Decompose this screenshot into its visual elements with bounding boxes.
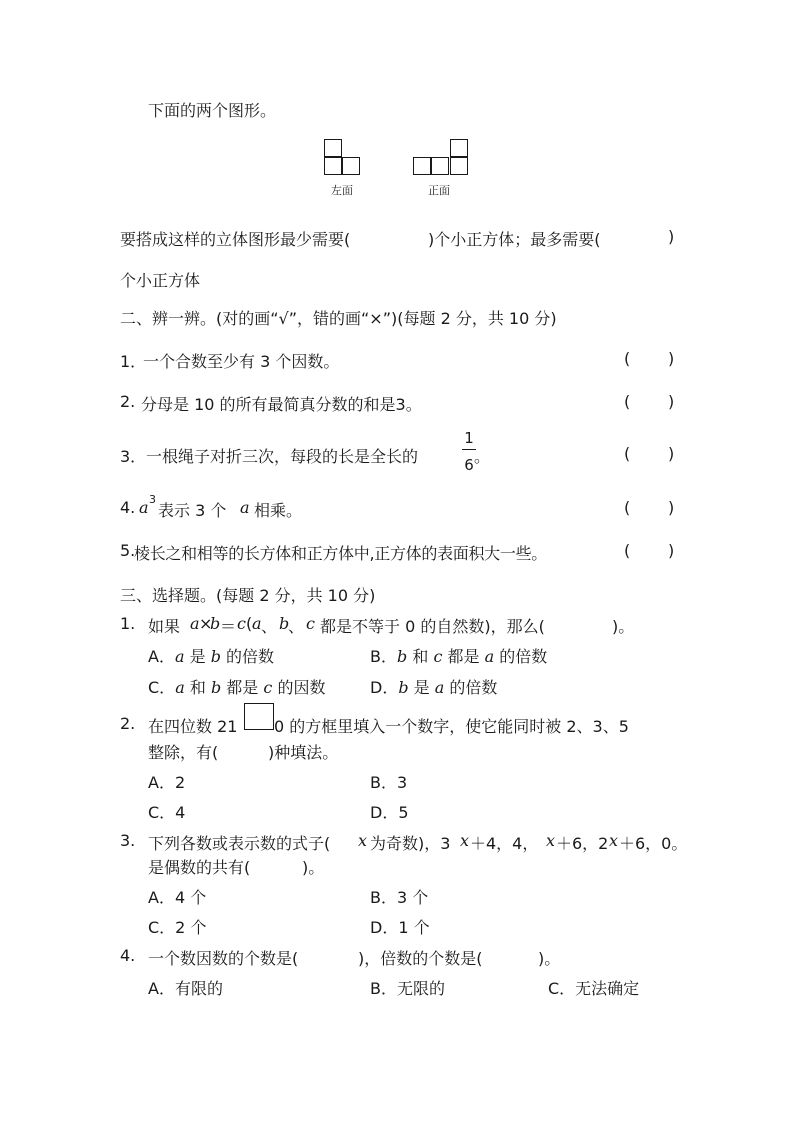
question-number: 2. <box>120 714 136 733</box>
question-stem: 在四位数 21 <box>148 717 238 736</box>
variable-x: x <box>460 831 470 850</box>
fraction-denominator: 6 <box>464 456 474 474</box>
variable-b: b <box>210 614 221 633</box>
question-stem-line2: )。 <box>302 858 325 877</box>
question-stem: )，倍数的个数是( <box>358 949 483 968</box>
fill-question-part2: )个小正方体；最多需要( <box>428 230 601 249</box>
question-stem: 如果 <box>148 617 181 636</box>
option-c[interactable]: C．2 个 <box>148 918 207 937</box>
cube <box>324 139 342 157</box>
variable: a <box>434 678 445 697</box>
digit-blank-box[interactable] <box>244 703 274 730</box>
separator: 、 <box>261 617 278 636</box>
variable: b <box>398 678 409 697</box>
option-c[interactable]: C．4 <box>148 803 186 822</box>
variable-a: a <box>240 498 250 517</box>
variable: b <box>210 647 221 666</box>
option-b[interactable]: B．无限的 <box>370 979 445 998</box>
variable: a <box>175 678 185 697</box>
variable: a <box>174 647 185 666</box>
variable-x: x <box>609 831 619 850</box>
cube <box>342 157 360 175</box>
variable-b: b <box>279 614 290 633</box>
question-stem: )。 <box>612 617 635 636</box>
answer-paren-close: ) <box>668 541 675 560</box>
item-number: 4. <box>120 498 136 517</box>
option-b[interactable] <box>370 644 547 667</box>
option-d[interactable]: D．5 <box>370 803 409 822</box>
option-a[interactable]: A．有限的 <box>148 979 223 998</box>
variable-x: x <box>546 831 556 850</box>
option-text: 的倍数 <box>449 678 498 697</box>
answer-paren-open[interactable]: ( <box>624 541 631 560</box>
cube <box>450 157 468 175</box>
answer-paren-close: ) <box>668 444 675 463</box>
question-stem: 为奇数)，3 <box>370 834 451 853</box>
variable-c: c <box>306 614 315 633</box>
option-text: 和 <box>412 647 429 666</box>
section3-title: 三、选择题。(每题 2 分，共 10 分) <box>120 586 376 605</box>
option-text: 的因数 <box>277 678 326 697</box>
item-text: 分母是 10 的所有最简真分数的和是3。 <box>141 395 422 414</box>
cube <box>413 157 431 175</box>
option-text: 都是 <box>226 678 259 697</box>
variable: b <box>396 647 408 666</box>
option-label: D． <box>370 678 399 697</box>
fill-question-part1: 要搭成这样的立体图形最少需要( <box>120 230 351 249</box>
answer-paren-close: ) <box>668 392 675 411</box>
equals-sign: ＝ <box>220 617 237 636</box>
cube <box>431 157 449 175</box>
option-a[interactable]: A．2 <box>148 773 186 792</box>
question-stem: 0 的方框里填入一个数字，使它能同时被 2、3、5 <box>274 717 629 736</box>
fill-question-line2: 个小正方体 <box>120 271 201 290</box>
item-number: 3． <box>120 447 147 466</box>
option-text: 是 <box>413 678 430 697</box>
question-stem-line2: 整除，有( <box>148 743 219 762</box>
option-b[interactable]: B．3 个 <box>370 888 429 907</box>
option-a[interactable]: A．4 个 <box>148 888 207 907</box>
variable-a: a <box>139 498 149 517</box>
left-view-label: 左面 <box>331 184 353 197</box>
question-stem: ＋6，2 <box>556 834 609 853</box>
item-text: 棱长之和相等的长方体和正方体中,正方体的表面积大一些。 <box>134 544 547 563</box>
section2-title: 二、辨一辨。(对的画“√”，错的画“×”)(每题 2 分，共 10 分) <box>120 309 557 328</box>
intro-text: 下面的两个图形。 <box>148 101 277 120</box>
item-text: 表示 3 个 <box>158 501 227 520</box>
option-text: 的倍数 <box>226 647 275 666</box>
variable: c <box>263 678 273 697</box>
answer-paren-close: ) <box>668 349 675 368</box>
option-a[interactable] <box>148 644 274 667</box>
item-number: 5. <box>120 541 136 560</box>
variable-x: x <box>358 831 368 850</box>
front-view-label: 正面 <box>428 184 450 197</box>
item-text: 相乘。 <box>254 501 303 520</box>
item-tail: 。 <box>474 447 491 466</box>
question-stem-line2: )种填法。 <box>268 743 339 762</box>
times-sign: × <box>199 614 213 633</box>
fraction-numerator: 1 <box>464 429 474 447</box>
variable: c <box>433 647 443 666</box>
answer-paren-open[interactable]: ( <box>624 498 631 517</box>
option-label: C． <box>148 678 176 697</box>
cube <box>324 157 342 175</box>
variable-c: c <box>237 614 246 633</box>
item-number: 1． <box>120 352 147 371</box>
item-number: 2. <box>120 392 136 411</box>
answer-paren-close: ) <box>668 498 675 517</box>
option-c[interactable] <box>148 675 325 698</box>
question-stem: )。 <box>538 949 561 968</box>
option-d[interactable] <box>370 675 497 698</box>
fill-question-part3: ) <box>668 227 675 246</box>
answer-paren-open[interactable]: ( <box>624 392 631 411</box>
question-stem: ＋6，0。 <box>619 834 688 853</box>
question-number: 3. <box>120 831 136 850</box>
question-stem-line2: 是偶数的共有( <box>148 858 251 877</box>
option-text: 是 <box>189 647 206 666</box>
separator: 、 <box>288 617 305 636</box>
exponent: 3 <box>149 493 156 506</box>
option-c[interactable]: C．无法确定 <box>548 979 640 998</box>
question-stem: ＋4，4， <box>470 834 539 853</box>
answer-paren-open[interactable]: ( <box>624 349 631 368</box>
question-stem: 都是不等于 0 的自然数)，那么( <box>320 617 545 636</box>
variable: a <box>484 647 495 666</box>
question-stem: ( <box>246 614 253 633</box>
answer-paren-open[interactable]: ( <box>624 444 631 463</box>
option-d[interactable]: D．1 个 <box>370 918 430 937</box>
cube <box>450 139 468 157</box>
question-stem: 下列各数或表示数的式子( <box>148 834 331 853</box>
option-label: A． <box>148 647 175 666</box>
question-number: 1. <box>120 614 136 633</box>
item-text: 一个合数至少有 3 个因数。 <box>143 352 340 371</box>
question-stem: 一个数因数的个数是( <box>148 949 299 968</box>
option-text: 都是 <box>447 647 480 666</box>
option-text: 和 <box>189 678 206 697</box>
question-number: 4. <box>120 946 136 965</box>
option-b[interactable]: B．3 <box>370 773 408 792</box>
option-text: 的倍数 <box>499 647 548 666</box>
variable-a: a <box>252 614 262 633</box>
variable-a: a <box>190 614 200 633</box>
variable: b <box>210 678 222 697</box>
option-label: B． <box>370 647 397 666</box>
item-text: 一根绳子对折三次，每段的长是全长的 <box>146 447 419 466</box>
